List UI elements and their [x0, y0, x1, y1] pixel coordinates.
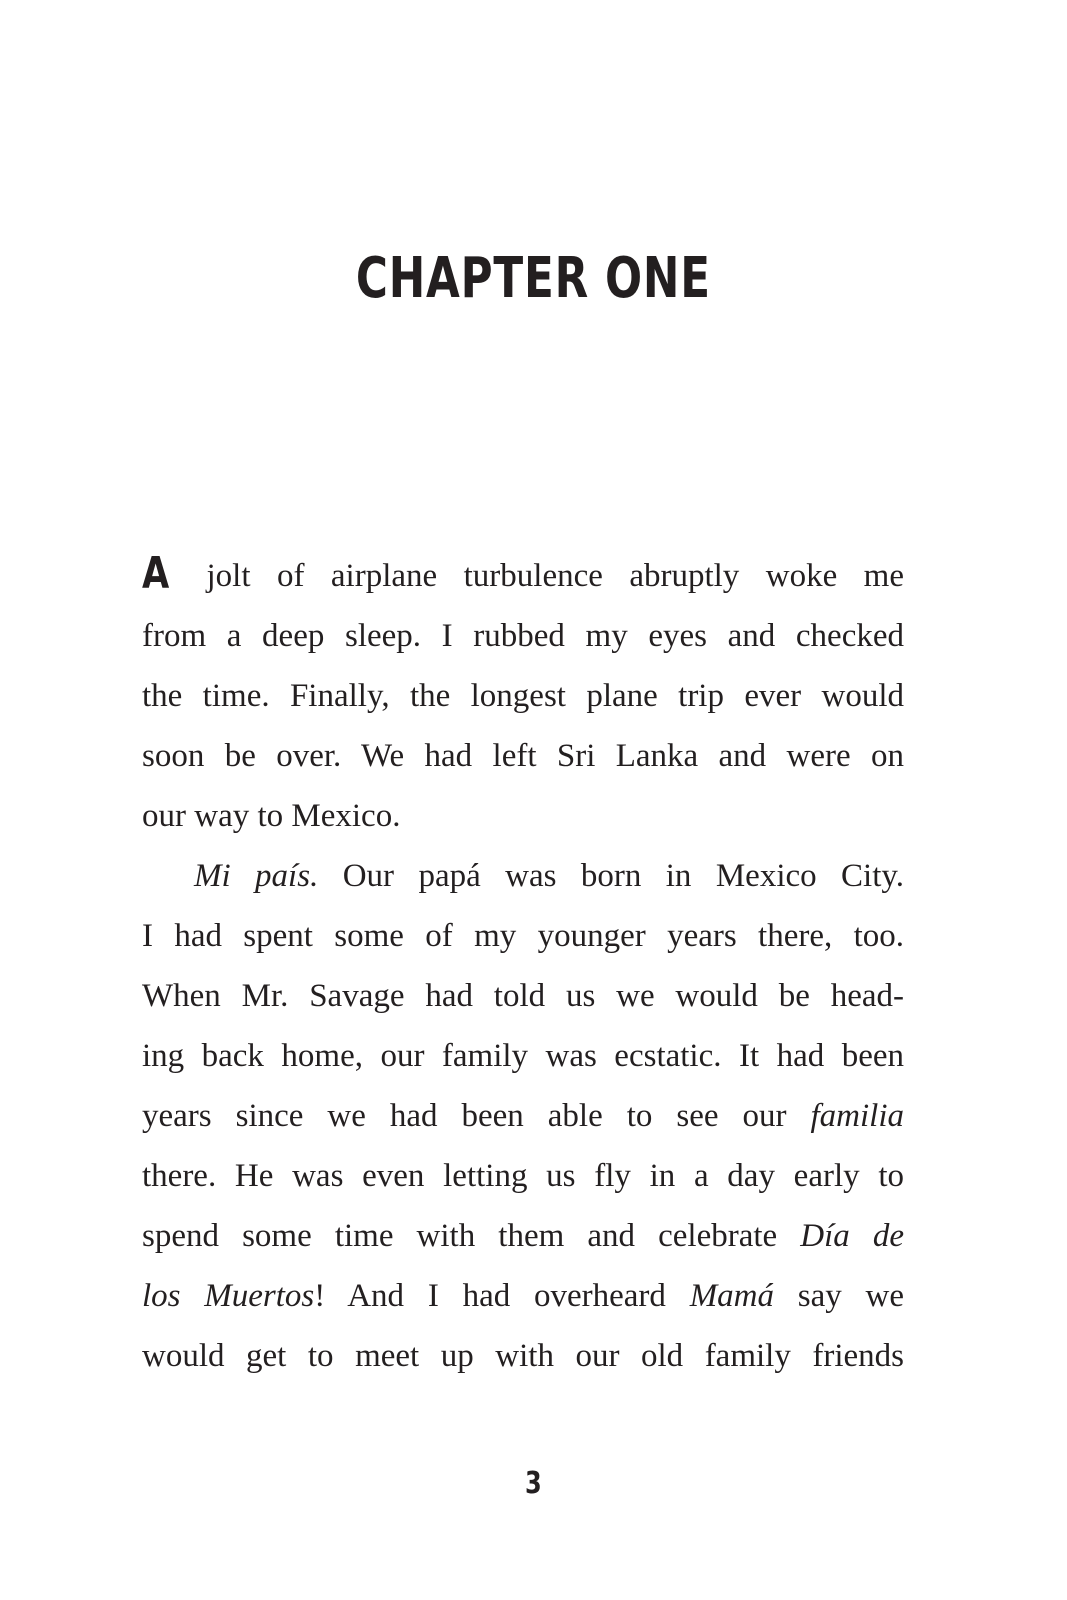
chapter-body [142, 546, 904, 1386]
text-line: When Mr. Savage had told us we would be head- [142, 978, 904, 1014]
text-line: the time. Finally, the longest plane trip ever would [142, 678, 904, 714]
text-line: soon be over. We had left Sri Lanka and were on [142, 738, 904, 774]
text-line [142, 1206, 904, 1266]
italic-phrase: familia [810, 1098, 904, 1134]
text-line: our way to Mexico. [142, 798, 401, 834]
text-span: jolt of airplane turbulence abruptly woke me [180, 558, 904, 594]
text-span: Our papá was born in Mexico City. [318, 858, 904, 894]
text-span: years since we had been able to see our [142, 1098, 811, 1134]
italic-phrase: Mi país. [194, 858, 319, 894]
text-span: ! And I had overheard [314, 1278, 690, 1314]
text-line: ing back home, our family was ecstatic. It had been [142, 1038, 904, 1074]
paragraph-1 [142, 546, 904, 846]
paragraph-2 [142, 846, 904, 1386]
text-line [142, 546, 904, 606]
text-line: I had spent some of my younger years there, too. [142, 918, 904, 954]
italic-phrase: Día de [800, 1218, 904, 1254]
text-line [142, 846, 904, 906]
text-line: from a deep sleep. I rubbed my eyes and checked [142, 618, 904, 654]
text-span: spend some time with them and celebrate [142, 1218, 801, 1254]
italic-phrase: los Muertos [142, 1278, 315, 1314]
text-line: would get to meet up with our old family friends [142, 1338, 904, 1374]
chapter-title: CHAPTER ONE [355, 246, 711, 311]
drop-cap: A [142, 548, 170, 599]
text-line [142, 1086, 904, 1146]
text-line: there. He was even letting us fly in a day early to [142, 1158, 904, 1194]
text-span: say we [774, 1278, 905, 1314]
italic-phrase: Mamá [689, 1278, 775, 1314]
text-line [142, 1266, 904, 1326]
page-number: 3 [525, 1466, 542, 1501]
